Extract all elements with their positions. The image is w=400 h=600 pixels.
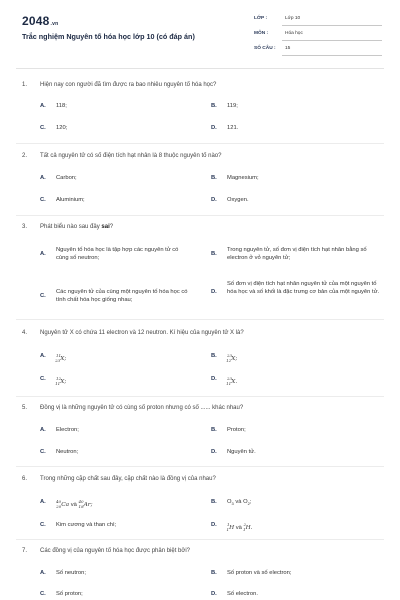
brand-logo[interactable]: 2048.vn (22, 14, 59, 28)
divider (16, 466, 384, 467)
divider (16, 539, 384, 540)
divider (16, 215, 384, 216)
divider (16, 396, 384, 397)
divider (16, 143, 384, 144)
header-divider (16, 68, 384, 69)
meta-grade: LỚP : Lớp 10 (254, 14, 382, 26)
divider (16, 319, 384, 320)
question-text: 2. Tất cả nguyên tử có số điện tích hạt nhân là 8 thuộc nguyên tố nào? (22, 153, 222, 159)
meta-subject: MÔN : Hóa học (254, 29, 382, 41)
question-text: 3. Phát biểu nào sau đây sai? (22, 224, 114, 230)
question-text: 7. Các đồng vị của nguyên tố hóa học được phân biệt bởi? (22, 548, 190, 554)
meta-question-count: SỐ CÂU : 15 (254, 44, 382, 56)
question-text: 5. Đồng vị là những nguyên tử có cùng số proton nhưng có số ...... khác nhau? (22, 405, 244, 411)
page-header (0, 0, 400, 66)
page-title: Trắc nghiệm Nguyên tố hóa học lớp 10 (có đáp án) (22, 32, 195, 41)
quiz-page: 2048.vn Trắc nghiệm Nguyên tố hóa học lớp 10 (có đáp án) LỚP : Lớp 10 MÔN : Hóa học SỐ CÂU : 15 1. Hiện nay con người đã tìm được ra bao nhiêu nguyên tố hóa học? A. 118; B. 119; C. 120; D. 121. 2. Tất cả nguyên tử có số điện tích hạt nhân là 8 thuộc nguyên tố nào? A. Carbon; B. Magnesium; C. Aluminium; D. Oxygen. 3. Phát biểu nào sau đây sai? A. Nguyên tố hóa học là tập hợp các nguyên tử có cùng số neutron; B. Trong nguyên tử, số đơn vị điện tích hạt nhân bằng số electron ở vỏ nguyên tử; C. Các nguyên tử của cùng một nguyên tố hóa học có tính chất hóa học giống nhau; D. Số đơn vị điện tích hạt nhân nguyên tử của một nguyên tố hóa học và số khối là đặc trưng cơ bản của một nguyên tử. 4. Nguyên tử X có chứa 11 electron và 12 neutron. Kí hiệu của nguyên tử X là? A. $^{11}_{23}$X; B. $^{23}_{12}$X; C. $^{12}_{11}$X; D. $^{23}_{11}$X. 5. Đồng vị là những nguyên tử có cùng số proton nhưng có số ...... khác nhau? A. Electron; B. Proton; C. Neutron; D. Nguyên tử. 6. Trong những cặp chất sau đây, cặp chất nào là đồng vị của nhau? A. $^{40}_{20}$Ca và $^{40}_{18}$Ar; B. $O_3$ và $O_2$; C. Kim cương và than chì; D. $^1_1$H và $^2_1$H. 7. Các đồng vị của nguyên tố hóa học được phân biệt bởi? A. Số neutron; B. Số proton và số electron; C. Số proton; D. Số electron. (0, 0, 400, 600)
question-text: 1. Hiện nay con người đã tìm được ra bao nhiêu nguyên tố hóa học? (22, 82, 217, 88)
question-text: 6. Trong những cặp chất sau đây, cặp chất nào là đồng vị của nhau? (22, 476, 216, 482)
question-text: 4. Nguyên tử X có chứa 11 electron và 12 neutron. Kí hiệu của nguyên tử X là? (22, 330, 244, 336)
